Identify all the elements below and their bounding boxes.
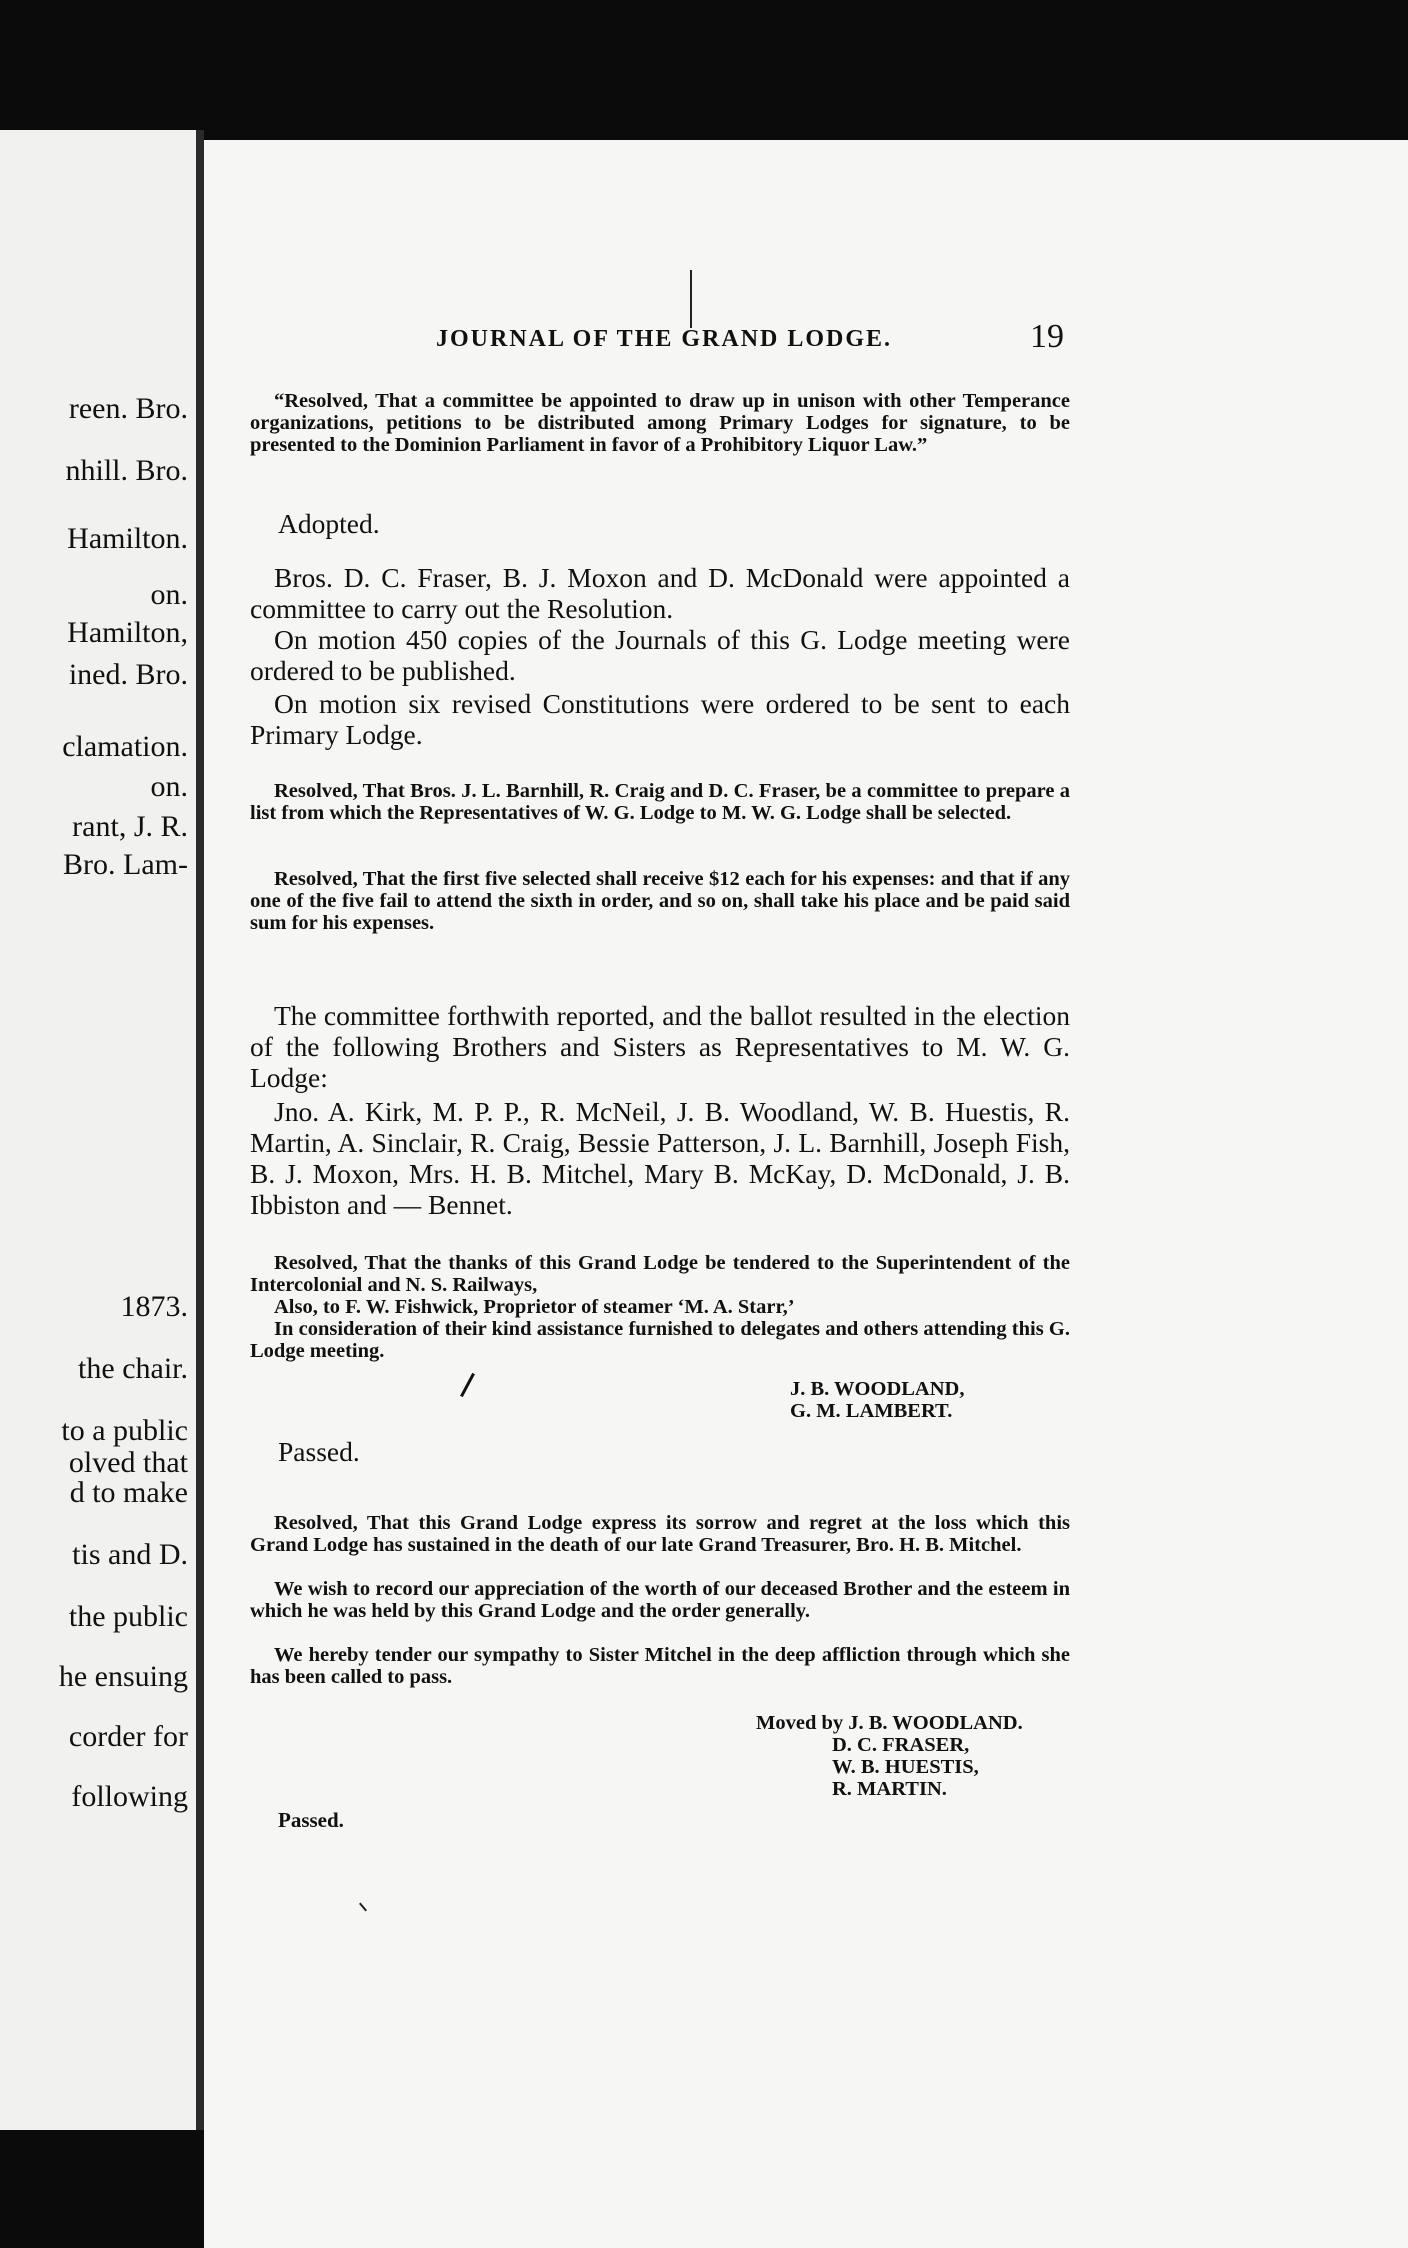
committee-paragraph: Bros. D. C. Fraser, B. J. Moxon and D. McDonald were appointed a committee to carry out the Resolution.	[250, 562, 1070, 624]
print-mark	[359, 1903, 367, 1912]
resolution-expenses: Resolved, That the first five selected shall receive $12 each for his expenses: and that if any one of the five fail to attend the sixth in order, and so on, shall take his place and be paid said sum for his expenses.	[250, 868, 1070, 934]
left-page-line: rant, J. R.	[72, 810, 188, 843]
left-page-line: following	[71, 1780, 188, 1813]
resolution-prohibitory-law: “Resolved, That a committee be appointed to draw up in unison with other Temperance organizations, petitions to be distributed among Primary Lodges for signature, to be presented to the Dominion Parliament in favor of a Prohibitory Liquor Law.”	[250, 390, 1070, 456]
running-title: JOURNAL OF THE GRAND LODGE.	[436, 326, 893, 352]
motion-constitutions: On motion six revised Constitutions were ordered to be sent to each Primary Lodge.	[250, 688, 1070, 750]
left-page-line: Hamilton,	[67, 616, 188, 649]
left-page-line: 1873.	[120, 1290, 188, 1323]
journal-page	[204, 140, 1408, 2248]
passed-label: Passed.	[278, 1808, 344, 1832]
left-page-line: olved that	[68, 1446, 188, 1479]
signer-line: J. B. WOODLAND,	[790, 1378, 965, 1400]
passed-label: Passed.	[278, 1436, 360, 1467]
motion-journals: On motion 450 copies of the Journals of this G. Lodge meeting were ordered to be published.	[250, 624, 1070, 686]
left-page-line: tis and D.	[72, 1538, 188, 1571]
left-page-line: d to make	[69, 1476, 188, 1509]
left-page-line: the chair.	[78, 1352, 188, 1385]
signer-line: D. C. FRASER,	[832, 1734, 970, 1756]
representatives-list: Jno. A. Kirk, M. P. P., R. McNeil, J. B. Woodland, W. B. Huestis, R. Martin, A. Sinclair, R. Craig, Bessie Patterson, J. L. Barnhill, Joseph Fish, B. J. Moxon, Mrs. H. B. Mitchel, Mary B. McKay, D. McDonald, J. B. Ibbiston and — Bennet.	[250, 1096, 1070, 1220]
signer-line: W. B. HUESTIS,	[832, 1756, 979, 1778]
left-page-line: to a public	[61, 1414, 188, 1447]
committee-report: The committee forthwith reported, and the ballot resulted in the election of the following Brothers and Sisters as Representatives to M. W. G. Lodge:	[250, 1000, 1070, 1093]
resolution-thanks-consideration: In consideration of their kind assistance furnished to delegates and others attending this G. Lodge meeting.	[250, 1318, 1070, 1362]
left-page-line: reen. Bro.	[68, 392, 188, 425]
page-number: 19	[1030, 318, 1064, 355]
moved-by-line: Moved by J. B. WOODLAND.	[756, 1712, 1023, 1734]
resolution-appreciation: We wish to record our appreciation of the worth of our deceased Brother and the esteem in which he was held by this Grand Lodge and the order generally.	[250, 1578, 1070, 1622]
left-page-line: clamation.	[62, 730, 188, 763]
left-page-line: Hamilton.	[67, 522, 188, 555]
resolution-representatives-committee: Resolved, That Bros. J. L. Barnhill, R. Craig and D. C. Fraser, be a committee to prepare a list from which the Representatives of W. G. Lodge to M. W. G. Lodge shall be selected.	[250, 780, 1070, 824]
pen-mark	[460, 1373, 475, 1397]
resolution-condolence: Resolved, That this Grand Lodge express its sorrow and regret at the loss which this Grand Lodge has sustained in the death of our late Grand Treasurer, Bro. H. B. Mitchel.	[250, 1512, 1070, 1556]
left-page-line: ined. Bro.	[68, 658, 188, 691]
running-header	[250, 318, 1070, 362]
left-page-line: Bro. Lam-	[63, 848, 188, 881]
signer-line: G. M. LAMBERT.	[790, 1400, 953, 1422]
left-page-line: on.	[150, 578, 188, 611]
left-page-line: he ensuing	[58, 1660, 188, 1693]
signer-line: R. MARTIN.	[832, 1778, 947, 1800]
left-page-line: on.	[150, 770, 188, 803]
resolution-thanks-steamer: Also, to F. W. Fishwick, Proprietor of steamer ‘M. A. Starr,’	[274, 1296, 795, 1318]
left-page-line: nhill. Bro.	[65, 454, 188, 487]
left-page-line: corder for	[68, 1720, 188, 1753]
resolution-thanks-railways: Resolved, That the thanks of this Grand Lodge be tendered to the Superintendent of the Intercolonial and N. S. Railways,	[250, 1252, 1070, 1296]
book-gutter	[196, 130, 204, 2130]
left-facing-page	[0, 130, 196, 2130]
adopted-label: Adopted.	[278, 508, 380, 539]
resolution-sympathy: We hereby tender our sympathy to Sister Mitchel in the deep affliction through which she has been called to pass.	[250, 1644, 1070, 1688]
left-page-line: the public	[68, 1600, 188, 1633]
